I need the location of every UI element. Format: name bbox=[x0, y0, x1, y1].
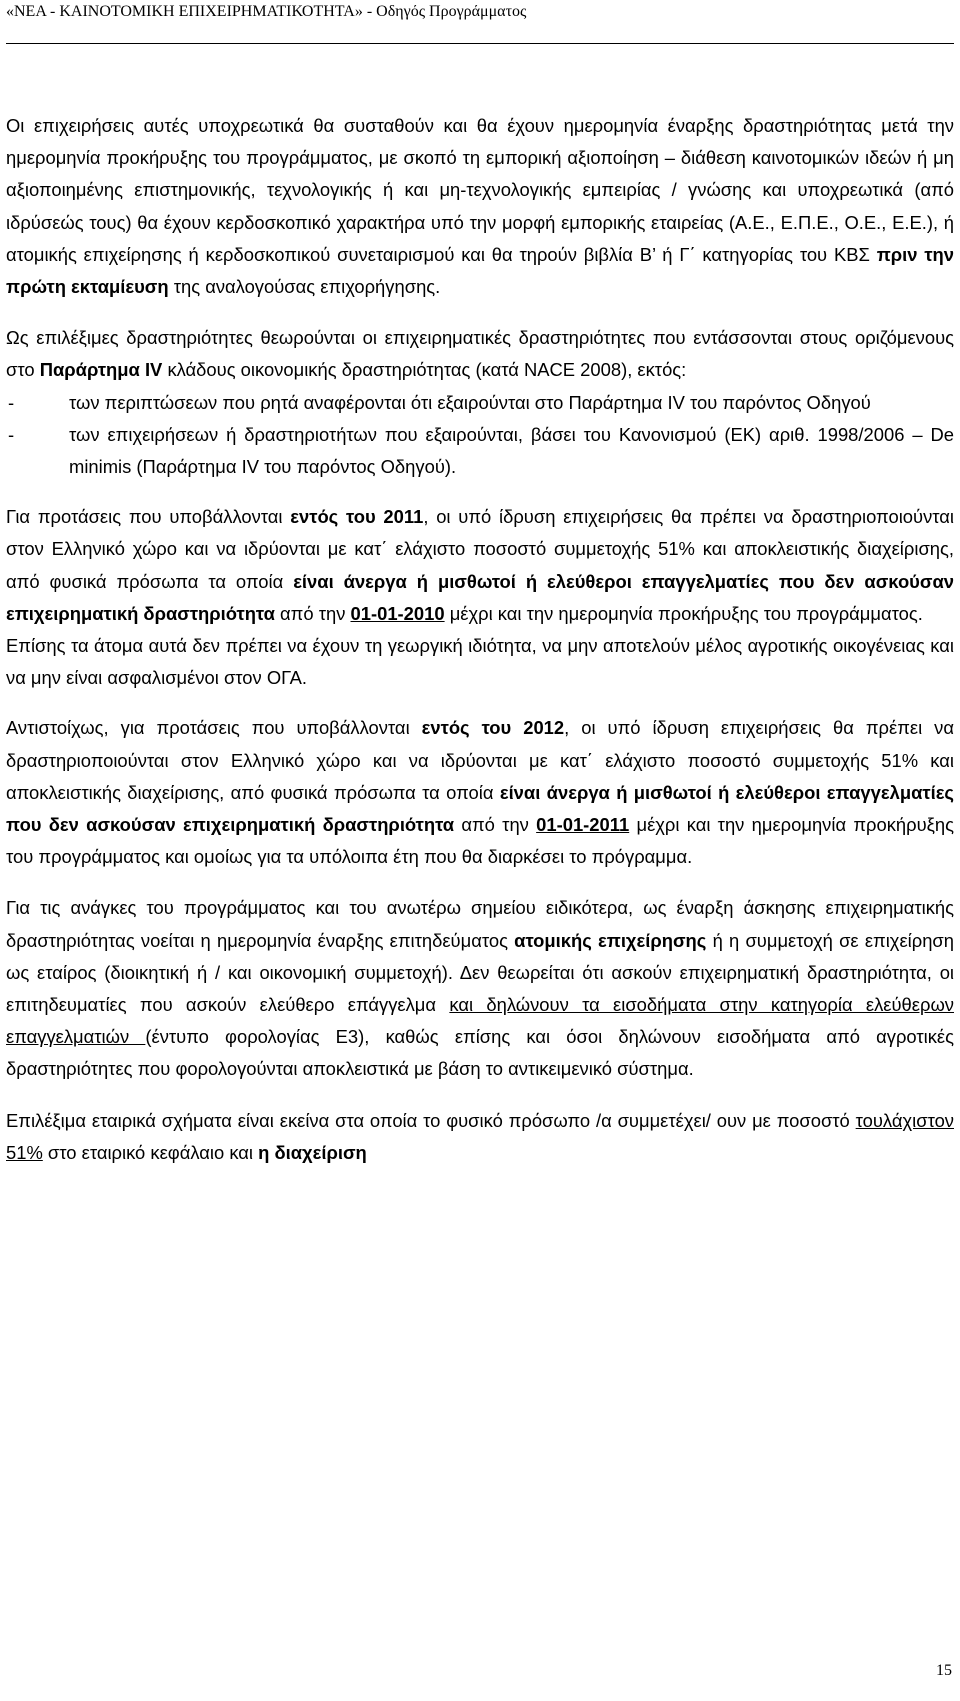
bold-segment: εντός του 2011 bbox=[290, 506, 424, 528]
text-segment: κλάδους οικονομικής δραστηριότητας (κατά NACE 2008), εκτός: bbox=[162, 359, 687, 381]
dash-bullet: - bbox=[8, 423, 15, 445]
list-item-text: των περιπτώσεων που ρητά αναφέρονται ότι εξαιρούνται στο Παράρτημα IV του παρόντος Οδηγού bbox=[69, 391, 871, 413]
bold-segment: η διαχείριση bbox=[258, 1141, 367, 1163]
underlined-segment: και δηλώνουν τα εισοδήματα στην κατηγορία ελεύθερων επαγγελματιών bbox=[6, 994, 954, 1048]
text-segment: Αντιστοίχως, για προτάσεις που υποβάλλονται bbox=[6, 717, 422, 739]
text-segment: Επίσης τα άτομα αυτά δεν πρέπει να έχουν τη γεωργική ιδιότητα, να μην αποτελούν μέλος αγροτικής οικογένειας και να μην είναι ασφαλισμένοι στον ΟΓΑ. bbox=[6, 635, 954, 689]
bold-segment: Παράρτημα ΙV bbox=[39, 359, 163, 381]
text-segment: Ως επιλέξιμες δραστηριότητες θεωρούνται οι επιχειρηματικές δραστηριότητες που εντάσσονται στους οριζόμενους στο bbox=[6, 327, 954, 381]
paragraph-2012-proposals bbox=[6, 712, 954, 873]
paragraph-company-form bbox=[6, 110, 954, 303]
text-segment: μέχρι και την ημερομηνία προκήρυξης του προγράμματος και ομοίως για τα υπόλοιπα έτη που θα διαρκέσει το πρόγραμμα. bbox=[6, 814, 954, 868]
dash-bullet: - bbox=[8, 391, 15, 413]
page-number: 15 bbox=[936, 1662, 952, 1679]
text-segment: , οι υπό ίδρυση επιχειρήσεις θα πρέπει να δραστηριοποιούνται στον Ελληνικό χώρο και να ιδρύονται με κατ΄ ελάχιστο ποσοστό συμμετοχής 51% και αποκλειστικής διαχείρισης, από φυσικά πρόσωπα τα οποία bbox=[6, 717, 954, 803]
text-segment: (έντυπο φορολογίας Ε3), καθώς επίσης και όσοι δηλώνουν εισοδήματα από αγροτικές δραστηριότητες που φορολογούνται αποκλειστικά με βάση το αντικειμενικό σύστημα. bbox=[6, 1026, 954, 1080]
text-segment: Για τις ανάγκες του προγράμματος και του ανωτέρω σημείου ειδικότερα, ως έναρξη άσκησης επιχειρηματικής δραστηριότητας νοείται η ημερομηνία έναρξης επιτηδεύματος bbox=[6, 897, 954, 951]
text-segment: Δεν θεωρείται ότι ασκούν επιχειρηματική δραστηριότητα, οι επιτηδευματίες που ασκούν ελεύθερο επάγγελμα bbox=[6, 961, 955, 1016]
text-segment: της αναλογούσας επιχορήγησης. bbox=[168, 276, 441, 298]
list-item-text: των επιχειρήσεων ή δραστηριοτήτων που εξαιρούνται, βάσει του Κανονισμού (ΕΚ) αριθ. 1998/2006 – De minimis (Παράρτημα IV του παρόντος Οδηγού). bbox=[69, 423, 954, 478]
list-item bbox=[6, 419, 954, 483]
paragraph-farmers-exclusion bbox=[6, 630, 954, 694]
document-body bbox=[6, 110, 954, 1169]
text-segment: ή η συμμετοχή σε επιχείρηση ως εταίρος (διοικητική ή / και οικονομική συμμετοχή). bbox=[6, 929, 955, 983]
text-segment: Για προτάσεις που υποβάλλονται bbox=[6, 506, 291, 528]
text-segment: μέχρι και την ημερομηνία προκήρυξης του προγράμματος. bbox=[444, 602, 923, 624]
text-segment: στο εταιρικό κεφάλαιο και bbox=[42, 1141, 259, 1163]
bold-segment: εντός του 2012 bbox=[421, 717, 565, 739]
bold-segment: είναι άνεργα ή μισθωτοί ή ελεύθεροι επαγγελματίες που δεν ασκούσαν επιχειρηματική δραστηριότητα bbox=[6, 781, 954, 836]
text-segment: Οι επιχειρήσεις αυτές υποχρεωτικά θα συσταθούν και θα έχουν ημερομηνία έναρξης δραστηριότητας μετά την ημερομηνία προκήρυξης του προγράμματος, με σκοπό τη εμπορική αξιοποίηση – διάθεση καινοτομικών ιδεών ή μη αξιοποιημένης επιστημονικής, τεχνολογικής ή και μη-τεχνολογικής εμπειρίας / γνώσης και υποχρεωτικά (από ιδρύσεώς τους) θα έχουν κερδοσκοπικό χαρακτήρα υπό την μορφή εμπορικής εταιρείας (Α.Ε., Ε.Π.Ε., Ο.Ε., Ε.Ε.), ή ατομικής επιχείρησης ή κερδοσκοπικού συνεταιρισμού και θα τηρούν βιβλία Β’ ή Γ΄ κατηγορίας του ΚΒΣ bbox=[6, 115, 954, 265]
list-item bbox=[6, 387, 954, 419]
underlined-segment: τουλάχιστον 51% bbox=[6, 1109, 954, 1163]
paragraph-eligible-activities bbox=[6, 322, 954, 386]
text-segment: από την bbox=[274, 602, 351, 624]
bold-underlined-date: 01-01-2010 bbox=[350, 602, 445, 624]
bold-segment: ατομικής επιχείρησης bbox=[514, 929, 707, 951]
page-header bbox=[6, 0, 954, 44]
text-segment: Επιλέξιμα εταιρικά σχήματα είναι εκείνα στα οποία το φυσικό πρόσωπο /α συμμετέχει/ ουν με ποσοστό bbox=[6, 1109, 856, 1131]
exclusions-list bbox=[6, 387, 954, 484]
header-title: «ΝΕΑ - ΚΑΙΝΟΤΟΜΙΚΗ ΕΠΙΧΕΙΡΗΜΑΤΙΚΟΤΗΤΑ» - Οδηγός Προγράμματος bbox=[6, 3, 527, 20]
bold-segment: είναι άνεργα ή μισθωτοί ή ελεύθεροι επαγγελματίες που δεν ασκούσαν επιχειρηματική δραστηριότητα bbox=[6, 570, 954, 624]
bold-underlined-date: 01-01-2011 bbox=[536, 814, 630, 836]
paragraph-eligible-company-schemes bbox=[6, 1105, 954, 1169]
paragraph-2011-proposals bbox=[6, 501, 954, 630]
bold-segment: πριν την πρώτη εκταμίευση bbox=[6, 243, 954, 298]
text-segment: από την bbox=[454, 814, 537, 836]
paragraph-business-start-definition bbox=[6, 892, 954, 1085]
text-segment: , οι υπό ίδρυση επιχειρήσεις θα πρέπει να δραστηριοποιούνται στον Ελληνικό χώρο και να ιδρύονται με κατ΄ ελάχιστο ποσοστό συμμετοχής 51% και αποκλειστικής διαχείρισης, από φυσικά πρόσωπα τα οποία bbox=[6, 506, 955, 592]
